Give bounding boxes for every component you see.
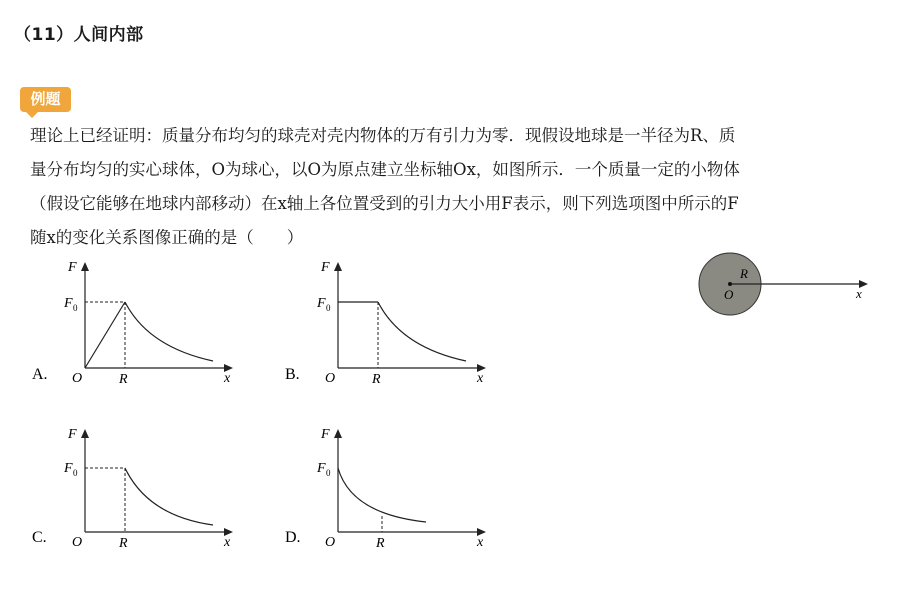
origin-label: O xyxy=(72,535,83,550)
center-dot xyxy=(728,282,732,286)
question-line-4: 随x的变化关系图像正确的是（ ） xyxy=(30,228,304,247)
option-a-graph xyxy=(30,255,250,390)
x-axis-label: x xyxy=(224,371,231,386)
x-axis-label: x xyxy=(477,535,484,550)
f0-subscript: 0 xyxy=(73,468,78,478)
option-d-graph xyxy=(283,422,503,557)
f0-label: F xyxy=(317,296,326,311)
r-label: R xyxy=(119,372,128,387)
question-line-1: 理论上已经证明：质量分布均匀的球壳对壳内物体的万有引力为零．现假设地球是一半径为R、质 xyxy=(30,126,736,145)
y-axis-arrow xyxy=(334,429,342,438)
question-text xyxy=(30,119,885,255)
force-curve-inverse xyxy=(338,468,426,522)
x-axis-label: x xyxy=(224,535,231,550)
option-a-letter: A. xyxy=(32,366,48,383)
origin-label: O xyxy=(72,371,83,386)
y-axis-label: F xyxy=(68,260,77,275)
f0-label: F xyxy=(64,296,73,311)
f0-label: F xyxy=(64,461,73,476)
f0-subscript: 0 xyxy=(326,468,331,478)
r-label: R xyxy=(119,536,128,551)
option-c-graph xyxy=(30,422,250,557)
origin-label: O xyxy=(325,535,336,550)
f0-label: F xyxy=(317,461,326,476)
example-tag: 例题 xyxy=(20,87,71,112)
force-curve-linear xyxy=(85,302,125,368)
f0-subscript: 0 xyxy=(73,303,78,313)
y-axis-arrow xyxy=(81,429,89,438)
force-curve-inverse xyxy=(125,302,213,361)
section-title: （11）人间内部 xyxy=(14,25,144,45)
center-label: O xyxy=(724,287,734,302)
y-axis-label: F xyxy=(321,260,330,275)
y-axis-label: F xyxy=(321,427,330,442)
y-axis-label: F xyxy=(68,427,77,442)
x-label: x xyxy=(856,286,862,301)
y-axis-arrow xyxy=(81,262,89,271)
earth-diagram xyxy=(690,248,880,328)
option-c-letter: C. xyxy=(32,529,47,546)
option-b-graph xyxy=(283,255,503,390)
f0-subscript: 0 xyxy=(326,303,331,313)
option-b-letter: B. xyxy=(285,366,300,383)
option-d-letter: D. xyxy=(285,529,301,546)
radius-label: R xyxy=(740,266,748,281)
y-axis-arrow xyxy=(334,262,342,271)
force-curve-inverse xyxy=(378,302,466,361)
r-label: R xyxy=(372,372,381,387)
question-line-2: 量分布均匀的实心球体，O为球心，以O为原点建立坐标轴Ox，如图所示．一个质量一定的小物体 xyxy=(30,160,740,179)
r-label: R xyxy=(376,536,385,551)
origin-label: O xyxy=(325,371,336,386)
x-axis-label: x xyxy=(477,371,484,386)
force-curve-inverse xyxy=(125,468,213,525)
question-line-3: （假设它能够在地球内部移动）在x轴上各位置受到的引力大小用F表示，则下列选项图中所示的F xyxy=(30,194,739,213)
